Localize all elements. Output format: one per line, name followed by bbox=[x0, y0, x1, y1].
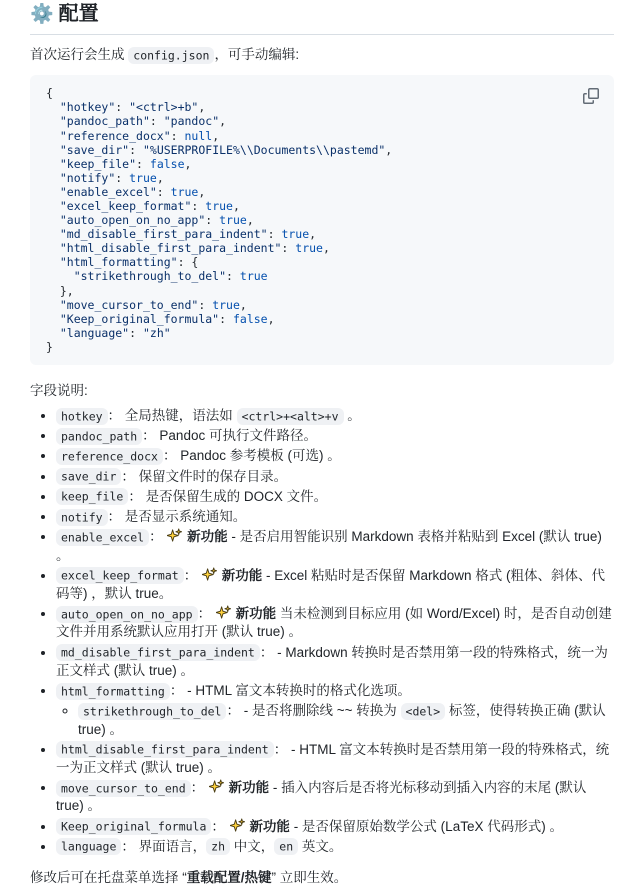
page-title bbox=[30, 2, 614, 35]
bold-text: 新功能 bbox=[228, 780, 270, 796]
nested-list bbox=[56, 702, 614, 738]
bold-text: 新功能 bbox=[249, 818, 290, 834]
fields-heading: 字段说明: bbox=[30, 383, 88, 399]
inline-code-chip: excel_keep_format bbox=[56, 567, 184, 584]
sparkles-icon bbox=[209, 779, 224, 794]
bold-text: 新功能 bbox=[187, 529, 228, 545]
inline-code-chip: notify bbox=[56, 509, 108, 526]
gear-icon: ⚙️ bbox=[30, 4, 54, 25]
page-title-text: 配置 bbox=[58, 3, 99, 25]
inline-code-chip: Keep_original_formula bbox=[56, 818, 211, 835]
sparkles-icon bbox=[202, 567, 217, 582]
sparkles-icon bbox=[216, 605, 231, 620]
list-item: • md_disable_first_para_indent ： - Markdown 转换时是否禁用第一段的特殊格式，统一为正文样式 (默认 true) 。 bbox=[56, 644, 614, 680]
list-item: • notify ： 是否显示系统通知。 bbox=[56, 508, 614, 526]
list-item: • pandoc_path ： Pandoc 可执行文件路径。 bbox=[56, 427, 614, 445]
list-item: • html_formatting ： - HTML 富文本转换时的格式化选项。 ◦ strikethrough_to_del ： - 是否将删除线 ~~ 转换为 <del> 标签，使得转换正确 (默认 true) 。 bbox=[56, 682, 614, 739]
inline-code-chip: keep_file bbox=[56, 488, 128, 505]
list-item: • save_dir ： 保留文件时的保存目录。 bbox=[56, 468, 614, 486]
inline-code-chip: reference_docx bbox=[56, 448, 163, 465]
bold-text: 新功能 bbox=[221, 567, 263, 583]
inline-code-chip: auto_open_on_no_app bbox=[56, 606, 198, 623]
footer-paragraph: 修改后可在托盘菜单选择 “重载配置/热键” 立即生效。 bbox=[30, 870, 348, 886]
inline-code-chip: language bbox=[56, 838, 121, 855]
sparkles-icon bbox=[230, 818, 245, 833]
list-item: • language ： 界面语言， zh 中文， en 英文。 bbox=[56, 838, 614, 856]
inline-code-chip: strikethrough_to_del bbox=[78, 703, 226, 720]
inline-code-chip: <ctrl>+<alt>+v bbox=[237, 408, 344, 425]
list-item: • excel_keep_format ： 新功能 - Excel 粘贴时是否保留 Markdown 格式 (粗体、斜体、代码等) ，默认 true。 bbox=[56, 567, 614, 603]
fields-list bbox=[30, 407, 614, 856]
inline-code-chip: config.json bbox=[128, 47, 214, 64]
bold-text: 新功能 bbox=[235, 606, 277, 622]
inline-code-chip: hotkey bbox=[56, 408, 108, 425]
list-item: • keep_file ： 是否保留生成的 DOCX 文件。 bbox=[56, 488, 614, 506]
sparkles-icon bbox=[167, 528, 182, 543]
inline-code-chip: en bbox=[274, 838, 298, 855]
inline-code-chip: zh bbox=[206, 838, 230, 855]
inline-code-chip: html_formatting bbox=[56, 683, 170, 700]
inline-code-chip: html_disable_first_para_indent bbox=[56, 741, 274, 758]
bold-text: 重载配置/热键 bbox=[186, 870, 272, 886]
copy-button[interactable] bbox=[578, 83, 604, 109]
list-item: • enable_excel ： 新功能 - 是否启用智能识别 Markdown 表格并粘贴到 Excel (默认 true) 。 bbox=[56, 528, 614, 564]
inline-code-chip: pandoc_path bbox=[56, 428, 142, 445]
nested-list-item: ◦ strikethrough_to_del ： - 是否将删除线 ~~ 转换为 <del> 标签，使得转换正确 (默认 true) 。 bbox=[78, 702, 614, 738]
inline-code-chip: <del> bbox=[401, 703, 446, 720]
intro-paragraph: 首次运行会生成 config.json ，可手动编辑: bbox=[30, 47, 300, 62]
code-content: { "hotkey": "<ctrl>+b", "pandoc_path": "pandoc", "reference_docx": null, "save_dir": "%USERPROFILE%\\Documents\\pastemd", "keep_file": false, "notify": true, "enable_excel": true, "excel_keep_format": true, "auto_open_on_no_app": true, "md_disable_first_para_indent": true, "html_disable_first_para_indent": true, "html_formatting": { "strikethrough_to_del": true }, "move_cursor_to_end": true, "Keep_original_formula": false, "language": "zh" } bbox=[46, 86, 393, 354]
list-item: • Keep_original_formula ： 新功能 - 是否保留原始数学公式 (LaTeX 代码形式) 。 bbox=[56, 818, 614, 836]
inline-code-chip: enable_excel bbox=[56, 529, 149, 546]
list-item: • html_disable_first_para_indent ： - HTML 富文本转换时是否禁用第一段的特殊格式，统一为正文样式 (默认 true) 。 bbox=[56, 741, 614, 777]
inline-code-chip: move_cursor_to_end bbox=[56, 780, 191, 797]
copy-icon bbox=[583, 88, 599, 104]
inline-code-chip: md_disable_first_para_indent bbox=[56, 644, 260, 661]
list-item: • move_cursor_to_end ： 新功能 - 插入内容后是否将光标移动到插入内容的末尾 (默认 true) 。 bbox=[56, 779, 614, 815]
list-item: • hotkey ： 全局热键，语法如 <ctrl>+<alt>+v 。 bbox=[56, 407, 614, 425]
inline-code-chip: save_dir bbox=[56, 468, 121, 485]
list-item: • auto_open_on_no_app ： 新功能 当未检测到目标应用 (如 Word/Excel) 时，是否自动创建文件并用系统默认应用打开 (默认 true) 。 bbox=[56, 605, 614, 641]
list-item: • reference_docx ： Pandoc 参考模板 (可选) 。 bbox=[56, 447, 614, 465]
code-block bbox=[30, 75, 614, 365]
